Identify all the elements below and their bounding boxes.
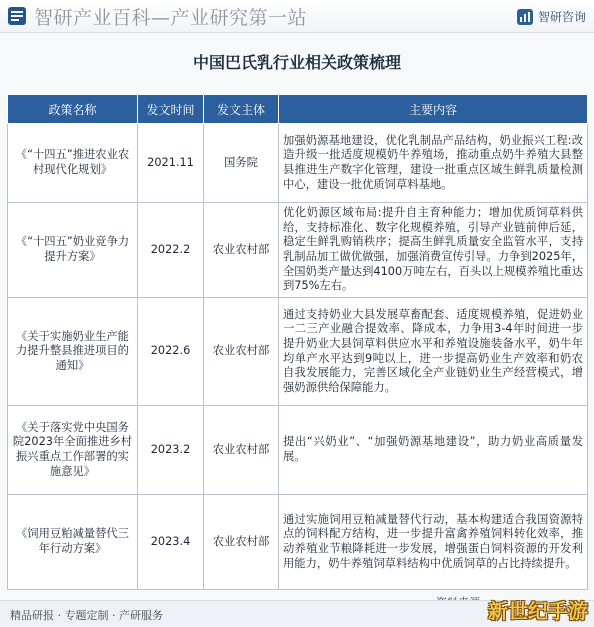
brand-logo-icon: [517, 9, 533, 25]
main-content: 通过支持奶业大县发展草畜配套、适度规模养殖，促进奶业一二三产业融合提效率、降成本，力争用3-4年时间进一步提升奶业大县饲草料供应水平和养殖设施装备水平，奶牛年均单产水平达到9吨以上，进一步提高奶业生产效率和奶农自我发展能力，完善区域化全产业链奶业生产经营模式，增强奶源供给保障能力。: [279, 298, 588, 406]
main-content: 加强奶源基地建设，优化乳制品产品结构，奶业振兴工程:改造升级一批适度规模奶牛养殖场，推动重点奶牛养殖大县整县推进生产数字化管理，建设一批重点区域生鲜乳质量检测中心，建设一批优质饲草料基地。: [279, 124, 588, 203]
brand[interactable]: [517, 8, 586, 25]
header-issue-date: 发文时间: [138, 95, 204, 124]
table-header-row: [8, 95, 588, 124]
table-row: [8, 124, 588, 203]
table-row: [8, 203, 588, 298]
brand-name: 智研咨询: [537, 10, 586, 24]
main-content: 提出“兴奶业”、“加强奶源基地建设”，助力奶业高质量发展。: [279, 406, 588, 495]
page-title: 中国巴氏乳行业相关政策梳理: [192, 53, 401, 72]
table-row: [8, 298, 588, 406]
header-issuer: 发文主体: [204, 95, 279, 124]
site-header: [0, 0, 594, 33]
issuer: 农业农村部: [204, 298, 279, 406]
policy-name: 《关于实施奶业生产能力提升整县推进项目的通知》: [8, 298, 138, 406]
table-row: [8, 495, 588, 590]
site-footer: [0, 600, 594, 627]
policy-name: 《“十四五”推进农业农村现代化规划》: [8, 124, 138, 203]
issuer: 农业农村部: [204, 203, 279, 298]
issuer: 国务院: [204, 124, 279, 203]
policy-table: [7, 94, 587, 590]
issue-date: 2021.11: [138, 124, 204, 203]
header-policy-name: 政策名称: [8, 95, 138, 124]
issue-date: 2022.6: [138, 298, 204, 406]
watermark-logo: 新世纪手游: [488, 599, 588, 623]
site-logo-icon[interactable]: [8, 7, 26, 25]
footer-services: 精品研报 · 专题定制 · 产研服务: [10, 609, 163, 622]
policy-name: 《关于落实党中央国务院2023年全面推进乡村振兴重点工作部署的实施意见》: [8, 406, 138, 495]
policy-name: 《饲用豆粕减量替代三年行动方案》: [8, 495, 138, 590]
table-row: [8, 406, 588, 495]
header-main-content: 主要内容: [279, 95, 588, 124]
issue-date: 2022.2: [138, 203, 204, 298]
site-title: 智研产业百科—产业研究第一站: [34, 7, 308, 29]
main-content: 通过实施饲用豆粕减量替代行动，基本构建适合我国资源特点的饲料配方结构，进一步提升富禽养殖饲料转化效率，推动养殖业节粮降耗进一步发展，增强蛋白饲料资源的开发利用能力，奶牛养殖饲草料结构中优质饲草的占比持续提升。: [279, 495, 588, 590]
issue-date: 2023.2: [138, 406, 204, 495]
issue-date: 2023.4: [138, 495, 204, 590]
issuer: 农业农村部: [204, 495, 279, 590]
policy-name: 《“十四五”奶业竞争力提升方案》: [8, 203, 138, 298]
issuer: 农业农村部: [204, 406, 279, 495]
main-content: 优化奶源区域布局:提升自主育种能力；增加优质饲草料供给，支持标准化、数字化规模养殖，引导产业链前伸后延，稳定生鲜乳购销秩序；提高生鲜乳质量安全监管水平，支持乳制品加工做优做强，加强消费宣传引导。力争到2025年，全国奶类产量达到4100万吨左右，百头以上规模养殖比重达到75%左右。: [279, 203, 588, 298]
